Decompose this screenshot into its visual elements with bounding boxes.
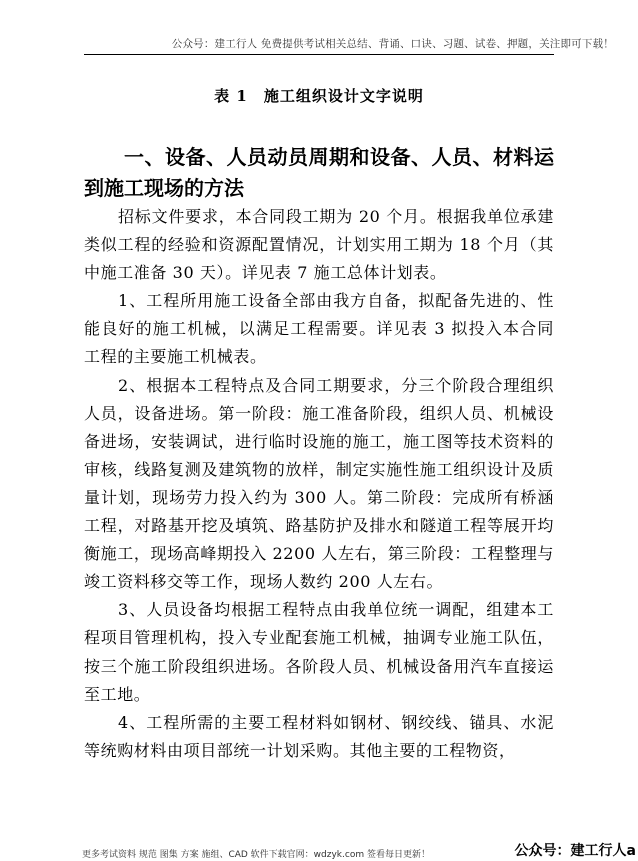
header-divider xyxy=(84,54,554,55)
paragraph-materials: 4、工程所需的主要工程材料如钢材、钢绞线、锚具、水泥等统购材料由项目部统一计划采购。其他主要的工程物资， xyxy=(84,712,554,760)
paragraph-allocation: 3、人员设备均根据工程特点由我单位统一调配，组建本工程项目管理机构，投入专业配套施工机械，抽调专业施工队伍，按三个施工阶段组织进场。各阶段人员、机械设备用汽车直接运至工地。 xyxy=(84,600,554,704)
table-title: 表 1 施工组织设计文字说明 xyxy=(214,87,424,105)
section-heading: 一、设备、人员动员周期和设备、人员、材料运到施工现场的方法 xyxy=(84,145,554,200)
footer-note: 更多考试资料 规范 图集 方案 施组、CAD 软件下载官网：wdzyk.com 签看每日更新！ xyxy=(82,850,430,860)
paragraph-schedule: 招标文件要求，本合同段工期为 20 个月。根据我单位承建类似工程的经验和资源配置情况，计划实用工期为 18 个月（其中施工准备 30 天）。详见表 7 施工总体计划表。 xyxy=(84,207,554,283)
footer-watermark: 公众号：建工行人a xyxy=(514,843,636,859)
header-banner: 公众号：建工行人 免费提供考试相关总结、背诵、口诀、习题、试卷、押题，关注即可下载！ xyxy=(171,38,614,50)
paragraph-equipment: 1、工程所用施工设备全部由我方自备，拟配备先进的、性能良好的施工机械，以满足工程需要。详见表 3 拟投入本合同工程的主要施工机械表。 xyxy=(84,291,554,367)
paragraph-phases: 2、根据本工程特点及合同工期要求，分三个阶段合理组织人员，设备进场。第一阶段：施工准备阶段，组织人员、机械设备进场，安装调试，进行临时设施的施工，施工图等技术资料的审核，线路复测及建筑物的放样，制定实施性施工组织设计及质量计划，现场劳力投入约为 300 人。第二阶段：完成所有桥涵工程，对路基开挖及填筑、路基防护及排水和隧道工程等展开均衡施工，现场高峰期投入 2200 人左右，第三阶段：工程整理与竣工资料移交等工作，现场人数约 200 人左右。 xyxy=(84,375,554,592)
document-body xyxy=(84,203,554,765)
